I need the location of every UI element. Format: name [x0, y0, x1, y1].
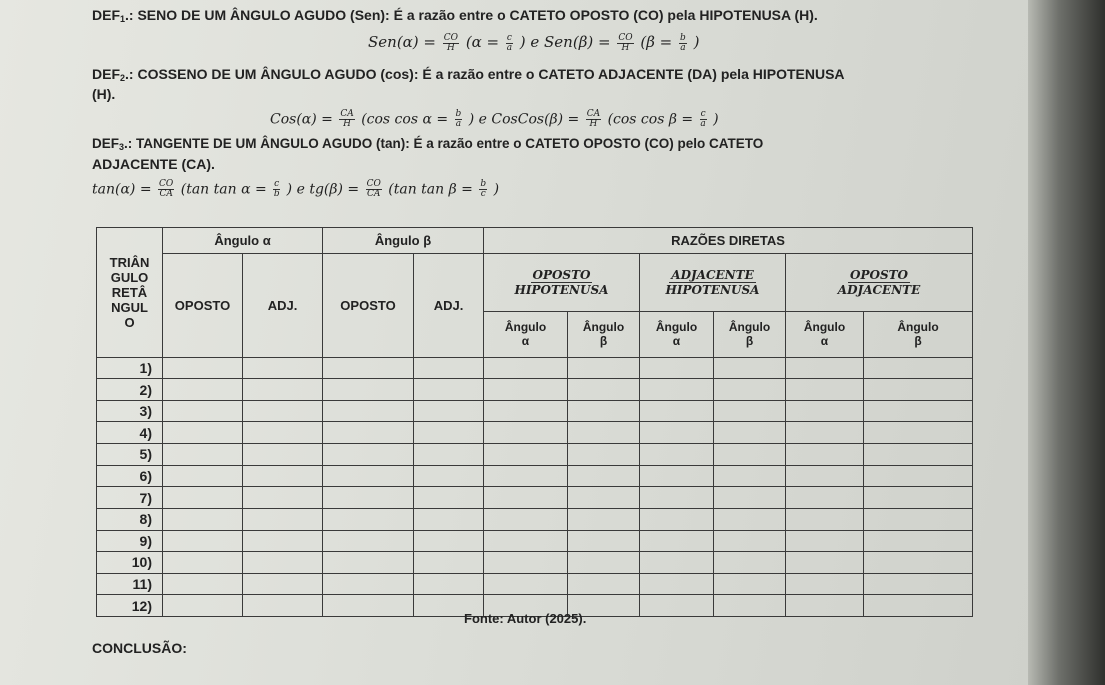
table-cell[interactable] — [640, 573, 714, 595]
ratio-adjacent-hypotenuse: ADJACENTE HIPOTENUSA — [640, 254, 786, 312]
table-cell[interactable] — [714, 444, 786, 466]
table-cell[interactable] — [323, 379, 414, 401]
table-cell[interactable] — [163, 530, 243, 552]
table-cell[interactable] — [323, 422, 414, 444]
table-cell[interactable] — [323, 487, 414, 509]
table-cell[interactable] — [864, 444, 973, 466]
table-cell[interactable] — [640, 508, 714, 530]
table-cell[interactable] — [243, 422, 323, 444]
table-cell[interactable] — [714, 552, 786, 574]
table-row — [97, 508, 973, 530]
table-cell[interactable] — [484, 379, 568, 401]
table-cell[interactable] — [568, 508, 640, 530]
table-cell[interactable] — [640, 530, 714, 552]
table-cell[interactable] — [414, 465, 484, 487]
row-number: 10) — [97, 552, 163, 574]
table-cell[interactable] — [786, 508, 864, 530]
row-number: 12) — [97, 595, 163, 617]
def1-text: $DEF_1$.: SENO DE UM ÂNGULO AGUDO (Sen): É a razão entre o CATETO OPOSTO (CO) pela HIPOTENUSA (H). — [92, 7, 818, 24]
table-cell[interactable] — [484, 444, 568, 466]
table-cell[interactable] — [243, 400, 323, 422]
angle-alpha-sub1: Ângulo α — [484, 312, 568, 358]
table-cell[interactable] — [414, 379, 484, 401]
angle-beta-header: Ângulo β — [323, 228, 484, 254]
table-cell[interactable] — [243, 487, 323, 509]
table-cell[interactable] — [163, 379, 243, 401]
table-cell[interactable] — [864, 422, 973, 444]
table-cell[interactable] — [786, 465, 864, 487]
def3-formula: tan(α) = $\frac{CO}{CA}$ (tan tan α = $\frac{c}{b}$ ) e tg(β) = $\frac{CO}{CA}$ (tan tan β = $\frac{b}{c}$ ) — [92, 179, 500, 199]
beta-adjacent-header: ADJ. — [414, 254, 484, 357]
table-cell[interactable] — [714, 422, 786, 444]
table-cell[interactable] — [243, 465, 323, 487]
trig-table — [96, 227, 972, 617]
table-cell[interactable] — [414, 487, 484, 509]
table-row — [97, 422, 973, 444]
def3-text-line1: $DEF_3$.: TANGENTE DE UM ÂNGULO AGUDO (tan): É a razão entre o CATETO OPOSTO (CO) pelo CATETO — [92, 136, 764, 152]
table-cell[interactable] — [243, 595, 323, 617]
angle-alpha-header: Ângulo α — [163, 228, 323, 254]
table-cell[interactable] — [323, 508, 414, 530]
table-cell[interactable] — [714, 400, 786, 422]
table-cell[interactable] — [864, 595, 973, 617]
table-cell[interactable] — [786, 530, 864, 552]
table-row — [97, 444, 973, 466]
table-cell[interactable] — [786, 595, 864, 617]
table-cell[interactable] — [414, 573, 484, 595]
row-number: 7) — [97, 487, 163, 509]
table-row — [97, 400, 973, 422]
row-number: 3) — [97, 400, 163, 422]
row-number: 1) — [97, 357, 163, 379]
table-cell[interactable] — [864, 573, 973, 595]
table-cell[interactable] — [640, 465, 714, 487]
table-cell[interactable] — [568, 465, 640, 487]
def2-text-line1: $DEF_2$.: COSSENO DE UM ÂNGULO AGUDO (cos): É a razão entre o CATETO ADJACENTE (DA) pela HIPOTENUSA — [92, 66, 845, 83]
conclusion-label: CONCLUSÃO: — [92, 640, 187, 656]
table-cell[interactable] — [640, 400, 714, 422]
table-cell[interactable] — [323, 595, 414, 617]
table-cell[interactable] — [414, 422, 484, 444]
table-cell[interactable] — [243, 357, 323, 379]
table-cell[interactable] — [714, 573, 786, 595]
table-cell[interactable] — [163, 573, 243, 595]
table-cell[interactable] — [163, 552, 243, 574]
table-cell[interactable] — [714, 508, 786, 530]
table-cell[interactable] — [640, 444, 714, 466]
table-cell[interactable] — [163, 357, 243, 379]
table-cell[interactable] — [243, 508, 323, 530]
table-cell[interactable] — [640, 357, 714, 379]
angle-beta-sub2: Ângulo β — [714, 312, 786, 358]
alpha-opposite-header: OPOSTO — [163, 254, 243, 357]
table-cell[interactable] — [323, 357, 414, 379]
beta-opposite-header: OPOSTO — [323, 254, 414, 357]
table-row — [97, 530, 973, 552]
ratio-opposite-hypotenuse: OPOSTO HIPOTENUSA — [484, 254, 640, 312]
alpha-adjacent-header: ADJ. — [243, 254, 323, 357]
table-cell[interactable] — [640, 552, 714, 574]
table-cell[interactable] — [640, 422, 714, 444]
table-cell[interactable] — [163, 508, 243, 530]
table-cell[interactable] — [714, 530, 786, 552]
table-cell[interactable] — [484, 465, 568, 487]
table-cell[interactable] — [568, 552, 640, 574]
table-row — [97, 487, 973, 509]
table-cell[interactable] — [323, 530, 414, 552]
table-cell[interactable] — [323, 400, 414, 422]
table-cell[interactable] — [243, 573, 323, 595]
table-cell[interactable] — [163, 422, 243, 444]
table-cell[interactable] — [714, 357, 786, 379]
table-cell[interactable] — [484, 400, 568, 422]
table-row — [97, 357, 973, 379]
table-cell[interactable] — [864, 400, 973, 422]
table-cell[interactable] — [323, 552, 414, 574]
def2-text-line2: (H). — [92, 86, 116, 102]
table-cell[interactable] — [864, 508, 973, 530]
table-cell[interactable] — [786, 422, 864, 444]
table-cell[interactable] — [163, 487, 243, 509]
table-row — [97, 465, 973, 487]
table-cell[interactable] — [786, 444, 864, 466]
table-cell[interactable] — [323, 573, 414, 595]
angle-alpha-sub2: Ângulo α — [640, 312, 714, 358]
table-cell[interactable] — [243, 552, 323, 574]
table-cell[interactable] — [243, 530, 323, 552]
table-cell[interactable] — [568, 487, 640, 509]
table-cell[interactable] — [484, 530, 568, 552]
table-cell[interactable] — [163, 400, 243, 422]
table-cell[interactable] — [786, 573, 864, 595]
triangle-header: TRIÂN GULO RETÂ NGUL O — [97, 228, 163, 358]
table-cell[interactable] — [414, 508, 484, 530]
table-cell[interactable] — [484, 422, 568, 444]
angle-beta-sub3: Ângulo β — [864, 312, 973, 358]
table-cell[interactable] — [414, 552, 484, 574]
table-cell[interactable] — [163, 444, 243, 466]
razoes-header: RAZÕES DIRETAS — [484, 228, 973, 254]
row-number: 6) — [97, 465, 163, 487]
table-cell[interactable] — [323, 465, 414, 487]
table-cell[interactable] — [864, 552, 973, 574]
table-row — [97, 573, 973, 595]
table-cell[interactable] — [568, 400, 640, 422]
table-cell[interactable] — [243, 379, 323, 401]
ratio-opposite-adjacent: OPOSTO ADJACENTE — [786, 254, 973, 312]
table-row — [97, 379, 973, 401]
table-cell[interactable] — [243, 444, 323, 466]
table-cell[interactable] — [484, 487, 568, 509]
table-cell[interactable] — [714, 595, 786, 617]
table-cell[interactable] — [786, 400, 864, 422]
table-cell[interactable] — [864, 357, 973, 379]
table-cell[interactable] — [484, 508, 568, 530]
table-cell[interactable] — [484, 552, 568, 574]
table-cell[interactable] — [714, 379, 786, 401]
table-cell[interactable] — [714, 487, 786, 509]
table-cell[interactable] — [484, 357, 568, 379]
row-number: 8) — [97, 508, 163, 530]
table-row — [97, 552, 973, 574]
table-cell[interactable] — [864, 530, 973, 552]
table-cell[interactable] — [163, 595, 243, 617]
table-cell[interactable] — [414, 357, 484, 379]
table-cell[interactable] — [568, 379, 640, 401]
row-number: 9) — [97, 530, 163, 552]
def3-text-line2: ADJACENTE (CA). — [92, 156, 215, 172]
table-cell[interactable] — [484, 573, 568, 595]
table-cell[interactable] — [786, 552, 864, 574]
table-cell[interactable] — [568, 357, 640, 379]
table-cell[interactable] — [640, 487, 714, 509]
table-cell[interactable] — [864, 465, 973, 487]
source-note: Fonte: Autor (2025). — [464, 611, 587, 626]
row-number: 2) — [97, 379, 163, 401]
table-cell[interactable] — [864, 379, 973, 401]
table-cell[interactable] — [786, 379, 864, 401]
table-cell[interactable] — [163, 465, 243, 487]
table-cell[interactable] — [323, 444, 414, 466]
table-cell[interactable] — [786, 487, 864, 509]
table-cell[interactable] — [786, 357, 864, 379]
def1-formula: Sen(α) = $\frac{CO}{H}$ (α = $\frac{c}{a}$ ) e Sen(β) = $\frac{CO}{H}$ (β = $\frac{b}{a}$ ) — [368, 32, 700, 53]
row-number: 11) — [97, 573, 163, 595]
table-cell[interactable] — [714, 465, 786, 487]
table-cell[interactable] — [568, 530, 640, 552]
row-number: 4) — [97, 422, 163, 444]
table-cell[interactable] — [568, 422, 640, 444]
table-cell[interactable] — [640, 379, 714, 401]
def2-formula: Cos(α) = $\frac{CA}{H}$ (cos cos α = $\frac{b}{a}$ ) e CosCos(β) = $\frac{CA}{H}$ (cos cos β = $\frac{c}{a}$ ) — [270, 109, 719, 129]
table-cell[interactable] — [414, 400, 484, 422]
table-cell[interactable] — [568, 444, 640, 466]
table-cell[interactable] — [640, 595, 714, 617]
angle-alpha-sub3: Ângulo α — [786, 312, 864, 358]
row-number: 5) — [97, 444, 163, 466]
table-cell[interactable] — [568, 573, 640, 595]
table-cell[interactable] — [414, 530, 484, 552]
angle-beta-sub1: Ângulo β — [568, 312, 640, 358]
table-cell[interactable] — [864, 487, 973, 509]
table-cell[interactable] — [414, 444, 484, 466]
background-edge — [1028, 0, 1105, 685]
